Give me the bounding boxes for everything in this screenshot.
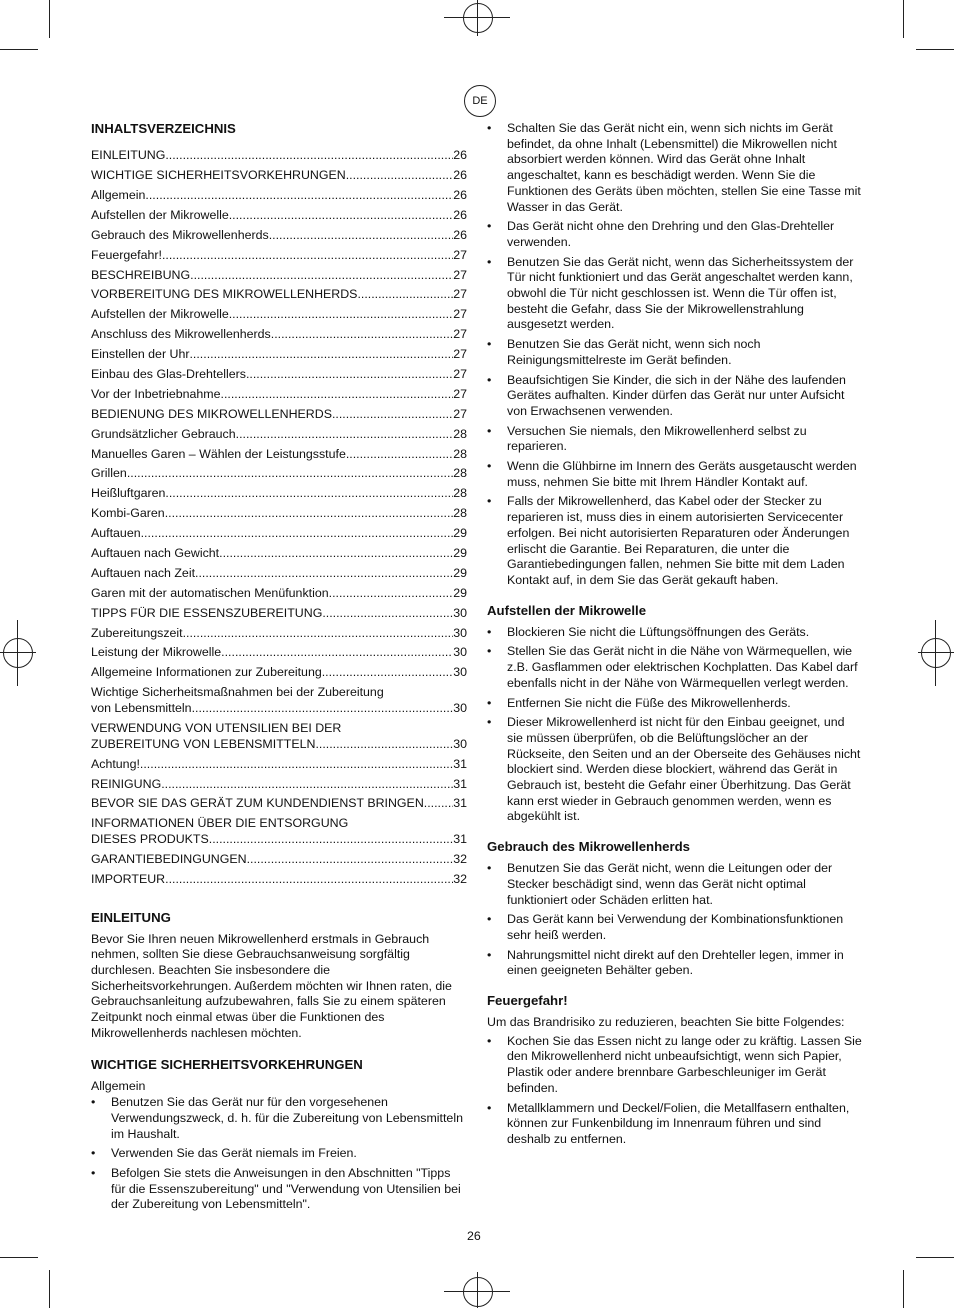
- toc-entry-page: 29: [453, 526, 467, 541]
- toc-leader-dots: [140, 757, 453, 773]
- bullet-item: • Schalten Sie das Gerät nicht ein, wenn sich nichts im Gerät befindet, da ohne Inhalt (Lebensmittel) die Mikrowellen nicht absorbiert werden können. Wird das Gerät ohne Inhalt angeschaltet, kann es beschädigt werden. Wenn Sie die Funktionen des Geräts üben möchten, stellen Sie eine Tasse mit Wasser in das Gerät.: [487, 121, 863, 215]
- toc-entry-page: 32: [453, 851, 467, 866]
- toc-leader-dots: [424, 796, 453, 812]
- toc-entry-title: VORBEREITUNG DES MIKROWELLENHERDS: [91, 287, 358, 302]
- crop-mark: [916, 49, 954, 50]
- toc-entry: [91, 482, 467, 502]
- toc-entry-page: 26: [453, 168, 467, 183]
- toc-entry-title: EINLEITUNG: [91, 148, 166, 163]
- crop-mark: [49, 0, 50, 38]
- toc-entry: [91, 383, 467, 403]
- registration-mark-left: [3, 638, 33, 668]
- bullet-item: • Kochen Sie das Essen nicht zu lange oder zu kräftig. Lassen Sie den Mikrowellenherd nicht unbeaufsichtigt, wenn sich Papier, Plastik oder andere brennbare Garbeschleuniger im Gerät befinden.: [487, 1034, 863, 1097]
- toc-entry-title: Auftauen nach Zeit: [91, 565, 196, 580]
- aufstellen-bullet-list: [487, 625, 863, 825]
- toc-entry-page: 27: [453, 247, 467, 262]
- toc-entry-title: Leistung der Mikrowelle: [91, 645, 222, 660]
- toc-entry-title: Einstellen der Uhr: [91, 347, 190, 362]
- bullet-item: • Stellen Sie das Gerät nicht in die Nähe von Wärmequellen, wie z.B. Gasflammen oder elektrischen Kochplatten. Das Kabel darf ebenfalls nicht in der Nähe von Wärmequellen verlegt werden.: [487, 644, 863, 691]
- bullet-item: • Benutzen Sie das Gerät nicht, wenn sich noch Reinigungsmittelreste im Gerät befinden.: [487, 337, 863, 368]
- toc-entry-page: 27: [453, 366, 467, 381]
- toc-entry-title: Aufstellen der Mikrowelle: [91, 207, 229, 222]
- toc-leader-dots: [246, 367, 453, 383]
- toc-entry-page: 27: [453, 327, 467, 342]
- toc-entry: [91, 868, 467, 888]
- toc-entry: [91, 323, 467, 343]
- feuer-heading: Feuergefahr!: [487, 993, 568, 1009]
- toc-entry: [91, 462, 467, 482]
- toc-entry-title: Allgemeine Informationen zur Zubereitung: [91, 665, 322, 680]
- toc-entry-title: GARANTIEBEDINGUNGEN: [91, 851, 247, 866]
- toc-leader-dots: [322, 606, 453, 622]
- toc-entry: [91, 164, 467, 184]
- toc-entry-page: 30: [453, 625, 467, 640]
- bullet-item: • Benutzen Sie das Gerät nur für den vorgesehenen Verwendungszweck, d. h. für die Zubereitung von Lebensmitteln im Haushalt.: [91, 1095, 467, 1142]
- toc-entry-title: Wichtige Sicherheitsmaßnahmen bei der Zubereitung: [91, 685, 384, 700]
- toc-entry: [91, 144, 467, 164]
- toc-leader-dots: [183, 626, 454, 642]
- toc-entry: [91, 522, 467, 542]
- toc-entry: [91, 343, 467, 363]
- toc-entry: [91, 772, 467, 792]
- bullet-item: • Entfernen Sie nicht die Füße des Mikrowellenherds.: [487, 696, 863, 712]
- registration-line: [477, 1272, 478, 1308]
- toc-entry-title: Feuergefahr!: [91, 247, 162, 262]
- toc-leader-dots: [236, 427, 454, 443]
- toc-entry-title: Grillen: [91, 466, 127, 481]
- toc-entry-title: Vor der Inbetriebnahme: [91, 386, 221, 401]
- toc-entry: [91, 792, 467, 812]
- toc-leader-dots: [219, 546, 453, 562]
- toc-entry-title: Auftauen nach Gewicht: [91, 546, 220, 560]
- registration-line: [477, 0, 478, 36]
- toc-entry: [91, 243, 467, 263]
- toc-entry-title: Einbau des Glas-Drehtellers: [91, 366, 246, 381]
- toc-leader-dots: [346, 168, 453, 184]
- toc-entry-title-line2: ZUBEREITUNG VON LEBENSMITTELN: [91, 736, 316, 751]
- toc-entry-page: 26: [453, 227, 467, 242]
- toc-entry: [91, 752, 467, 772]
- toc-leader-dots: [209, 832, 453, 848]
- feuer-intro: Um das Brandrisiko zu reduzieren, beachten Sie bitte Folgendes:: [487, 1015, 845, 1030]
- toc-entry-page: 28: [453, 446, 467, 461]
- registration-line: [0, 652, 36, 653]
- toc-entry-title: Gebrauch des Mikrowellenherds: [91, 227, 269, 242]
- bullet-item: • Versuchen Sie niemals, den Mikrowellenherd selbst zu reparieren.: [487, 424, 863, 455]
- toc-entry: [91, 621, 467, 641]
- toc-entry-title: Anschluss des Mikrowellenherds: [91, 327, 271, 342]
- toc-leader-dots: [161, 777, 453, 793]
- toc-entry-page: 28: [453, 486, 467, 501]
- aufstellen-heading: Aufstellen der Mikrowelle: [487, 602, 647, 618]
- toc-entry-page: 28: [453, 466, 467, 481]
- toc-leader-dots: [329, 586, 454, 602]
- toc-entry: [91, 601, 467, 621]
- bullet-item: • Blockieren Sie nicht die Lüftungsöffnungen des Geräts.: [487, 625, 863, 641]
- bullet-item: • Benutzen Sie das Gerät nicht, wenn das Sicherheitssystem der Tür nicht funktioniert und das Gerät angeschaltet werden kann, obwohl die Tür nicht geschlossen ist. Wenn die Tür offen ist, besteht die Gefahr, dass Sie der Mikrowellenstrahlung ausgesetzt werden.: [487, 255, 863, 334]
- toc-leader-dots: [165, 506, 454, 522]
- toc-entry-page: 29: [453, 546, 467, 560]
- general-bullet-list: [487, 121, 863, 589]
- toc-entry-title: Allgemein: [91, 187, 146, 202]
- toc-entry: [91, 848, 467, 868]
- toc-entry-title: IMPORTEUR: [91, 871, 166, 886]
- bullet-item: • Benutzen Sie das Gerät nicht, wenn die Leitungen oder der Stecker beschädigt sind, wenn das Gerät nicht optimal funktioniert oder Schäden erlitten hat.: [487, 861, 863, 908]
- toc-entry-page: 27: [453, 406, 467, 421]
- toc-entry: [91, 303, 467, 323]
- toc-entry-title: VERWENDUNG VON UTENSILIEN BEI DER: [91, 721, 342, 736]
- toc-entry: [91, 403, 467, 423]
- toc-entry-title: Garen mit der automatischen Menüfunktion: [91, 585, 329, 600]
- toc-leader-dots: [127, 466, 453, 482]
- toc-entry-page: 31: [453, 796, 467, 811]
- toc-leader-dots: [247, 852, 454, 868]
- toc-entry: [91, 717, 467, 753]
- toc-entry-title-line2: DIESES PRODUKTS: [91, 832, 209, 847]
- toc-leader-dots: [192, 701, 454, 717]
- toc-entry: [91, 184, 467, 204]
- crop-mark: [0, 49, 38, 50]
- toc-entry: [91, 442, 467, 462]
- toc-entry-page: 31: [453, 832, 467, 847]
- toc-leader-dots: [189, 347, 453, 363]
- registration-mark-bottom: [463, 1277, 493, 1307]
- toc-entry-page: 27: [453, 287, 467, 302]
- toc-entry-page: 28: [453, 426, 467, 441]
- toc-leader-dots: [162, 248, 453, 264]
- einleitung-text: Bevor Sie Ihren neuen Mikrowellenherd erstmals in Gebrauch nehmen, sollten Sie diese Gebrauchsanweisung sorgfältig durchlesen. Beachten Sie insbesondere die Sicherheitsvorkehrungen. Außerdem möchten wir Ihnen raten, die Gebrauchsanleitung aufzubewahren, falls Sie zu einem späteren Zeitpunkt noch einmal etwas über die Funktionen des Mikrowellenherds nachlesen möchten.: [91, 931, 452, 1040]
- bullet-item: • Beaufsichtigen Sie Kinder, die sich in der Nähe des laufenden Gerätes aufhalten. Kinder dürfen das Gerät nur unter Aufsicht von Erwachsenen verwenden.: [487, 373, 863, 420]
- bullet-item: • Wenn die Glühbirne im Innern des Geräts ausgetauscht werden muss, nehmen Sie bitte mit Ihrem Händler Kontakt auf.: [487, 459, 863, 490]
- language-badge: DE: [464, 85, 496, 117]
- toc-entry-page: 27: [453, 267, 467, 282]
- toc-entry-page: 32: [453, 871, 467, 886]
- crop-mark: [916, 1257, 954, 1258]
- toc-entry: [91, 363, 467, 383]
- toc-entry: [91, 562, 467, 582]
- toc-leader-dots: [271, 327, 453, 343]
- toc-entry-page: 26: [453, 148, 467, 163]
- toc-leader-dots: [141, 526, 454, 542]
- toc-entry-title-line2: von Lebensmitteln: [91, 701, 192, 716]
- bullet-item: • Nahrungsmittel nicht direkt auf den Drehteller legen, immer in einen geeigneten Behälter geben.: [487, 948, 863, 979]
- toc-entry: [91, 422, 467, 442]
- toc-entry-title: Heißluftgaren: [91, 486, 166, 501]
- toc-entry: [91, 204, 467, 224]
- toc-entry-page: 29: [453, 585, 467, 600]
- toc-entry-page: 30: [453, 645, 467, 660]
- toc-entry: [91, 681, 467, 717]
- right-column: [487, 121, 863, 1152]
- toc-entry-page: 31: [453, 756, 467, 771]
- toc-leader-dots: [221, 387, 454, 403]
- toc-entry-page: 26: [453, 187, 467, 202]
- toc-leader-dots: [229, 307, 453, 323]
- toc-entry-page: 30: [453, 701, 467, 716]
- toc-entry-page: 30: [453, 736, 467, 751]
- toc-leader-dots: [322, 665, 453, 681]
- safety-bullet-list: [91, 1095, 467, 1213]
- bullet-item: • Metallklammern und Deckel/Folien, die Metallfasern enthalten, können zur Funkenbildung im Innenraum führen und sind deshalb zu entfernen.: [487, 1101, 863, 1148]
- toc-entry: [91, 582, 467, 602]
- toc-entry: [91, 224, 467, 244]
- toc-leader-dots: [195, 566, 453, 582]
- toc-leader-dots: [269, 228, 454, 244]
- toc-entry-page: 28: [453, 506, 467, 521]
- toc-leader-dots: [165, 148, 453, 164]
- toc-leader-dots: [229, 208, 453, 224]
- toc-leader-dots: [145, 188, 453, 204]
- toc-entry: [91, 641, 467, 661]
- toc-entry-page: 27: [453, 386, 467, 401]
- toc-leader-dots: [165, 872, 453, 888]
- bullet-item: • Das Gerät kann bei Verwendung der Kombinationsfunktionen sehr heiß werden.: [487, 912, 863, 943]
- toc-leader-dots: [346, 447, 453, 463]
- toc-leader-dots: [190, 268, 453, 284]
- registration-mark-top: [463, 3, 493, 33]
- crop-mark: [49, 1270, 50, 1308]
- toc-entry: [91, 661, 467, 681]
- safety-subheading: Allgemein: [91, 1079, 146, 1094]
- toc-entry-page: 27: [453, 307, 467, 322]
- bullet-item: • Dieser Mikrowellenherd ist nicht für den Einbau geeignet, und sie müssen überprüfen, ob die Belüftungslöcher an der Rückseite, den Seiten und an der Oberseite des Gehäuses nicht blockiert sind. Werden diese blockiert, während das Gerät in Gebrauch ist, besteht die Gefahr einer Überhitzung. Das Gerät kann erst wieder in Gebrauch genommen werden, wenn es abgekühlt ist.: [487, 715, 863, 825]
- bullet-item: • Befolgen Sie stets die Anweisungen in den Abschnitten "Tipps für die Essenszubereitung" und "Verwendung von Utensilien bei der Zubereitung von Lebensmitteln".: [91, 1166, 467, 1213]
- bullet-item: • Das Gerät nicht ohne den Drehring und den Glas-Drehteller verwenden.: [487, 219, 863, 250]
- toc-entry-title: Aufstellen der Mikrowelle: [91, 307, 229, 322]
- toc-entry-title: Auftauen: [91, 526, 141, 541]
- toc-entry-title: REINIGUNG: [91, 776, 162, 791]
- toc-entry-page: 29: [453, 565, 467, 580]
- crop-mark: [903, 0, 904, 38]
- bullet-item: • Falls der Mikrowellenherd, das Kabel oder der Stecker zu reparieren ist, muss dies in einem autorisierten Servicecenter erfolgen. Bei nicht autorisierten Reparaturen oder Änderungen erlischt die Garantie. Bei Reparaturen, die unter die Garantiebedingungen fallen, nehmen Sie bitte mit dem Laden Kontakt auf, in dem Sie das Gerät gekauft haben.: [487, 494, 863, 588]
- toc-leader-dots: [165, 486, 453, 502]
- einleitung-heading: EINLEITUNG: [91, 909, 171, 925]
- toc-entry-title: Zubereitungszeit: [91, 625, 183, 640]
- toc-entry-title: Manuelles Garen – Wählen der Leistungsstufe: [91, 446, 346, 461]
- registration-mark-right: [921, 638, 951, 668]
- toc-entry-title: Kombi-Garen: [91, 506, 165, 521]
- toc-entry-title: Achtung!: [91, 756, 140, 771]
- toc-entry: [91, 283, 467, 303]
- toc-entry: [91, 263, 467, 283]
- toc-entry-title: TIPPS FÜR DIE ESSENSZUBEREITUNG: [91, 605, 323, 620]
- toc-leader-dots: [315, 737, 453, 753]
- safety-heading: WICHTIGE SICHERHEITSVORKEHRUNGEN: [91, 1057, 363, 1073]
- toc-entry-page: 30: [453, 665, 467, 680]
- toc-entry-title: Grundsätzlicher Gebrauch: [91, 426, 236, 441]
- crop-mark: [0, 1257, 38, 1258]
- gebrauch-bullet-list: [487, 861, 863, 979]
- toc-entry: [91, 812, 467, 848]
- toc-entry-title: INFORMATIONEN ÜBER DIE ENTSORGUNG: [91, 816, 349, 831]
- crop-mark: [903, 1270, 904, 1308]
- toc-leader-dots: [332, 407, 453, 423]
- left-column: [91, 121, 467, 1217]
- toc-entry: [91, 502, 467, 522]
- registration-line: [918, 652, 954, 653]
- toc-heading: INHALTSVERZEICHNIS: [91, 121, 236, 136]
- toc-entry: [91, 542, 467, 562]
- toc-entry-page: 26: [453, 207, 467, 222]
- toc-entry-title: BEVOR SIE DAS GERÄT ZUM KUNDENDIENST BRINGEN: [91, 796, 424, 811]
- toc-entry-page: 31: [453, 776, 467, 791]
- table-of-contents: [91, 144, 467, 888]
- page-number: 26: [467, 1229, 481, 1243]
- toc-leader-dots: [221, 645, 453, 661]
- toc-leader-dots: [357, 287, 453, 303]
- toc-entry-page: 30: [453, 605, 467, 620]
- toc-entry-page: 27: [453, 347, 467, 362]
- feuer-bullet-list: [487, 1034, 863, 1148]
- toc-entry-title: BESCHREIBUNG: [91, 267, 191, 282]
- registration-line: [935, 620, 936, 686]
- registration-line: [17, 620, 18, 686]
- toc-entry-title: BEDIENUNG DES MIKROWELLENHERDS: [91, 406, 332, 421]
- bullet-item: • Verwenden Sie das Gerät niemals im Freien.: [91, 1146, 467, 1162]
- toc-entry-title: WICHTIGE SICHERHEITSVORKEHRUNGEN: [91, 168, 346, 183]
- gebrauch-heading: Gebrauch des Mikrowellenherds: [487, 839, 691, 855]
